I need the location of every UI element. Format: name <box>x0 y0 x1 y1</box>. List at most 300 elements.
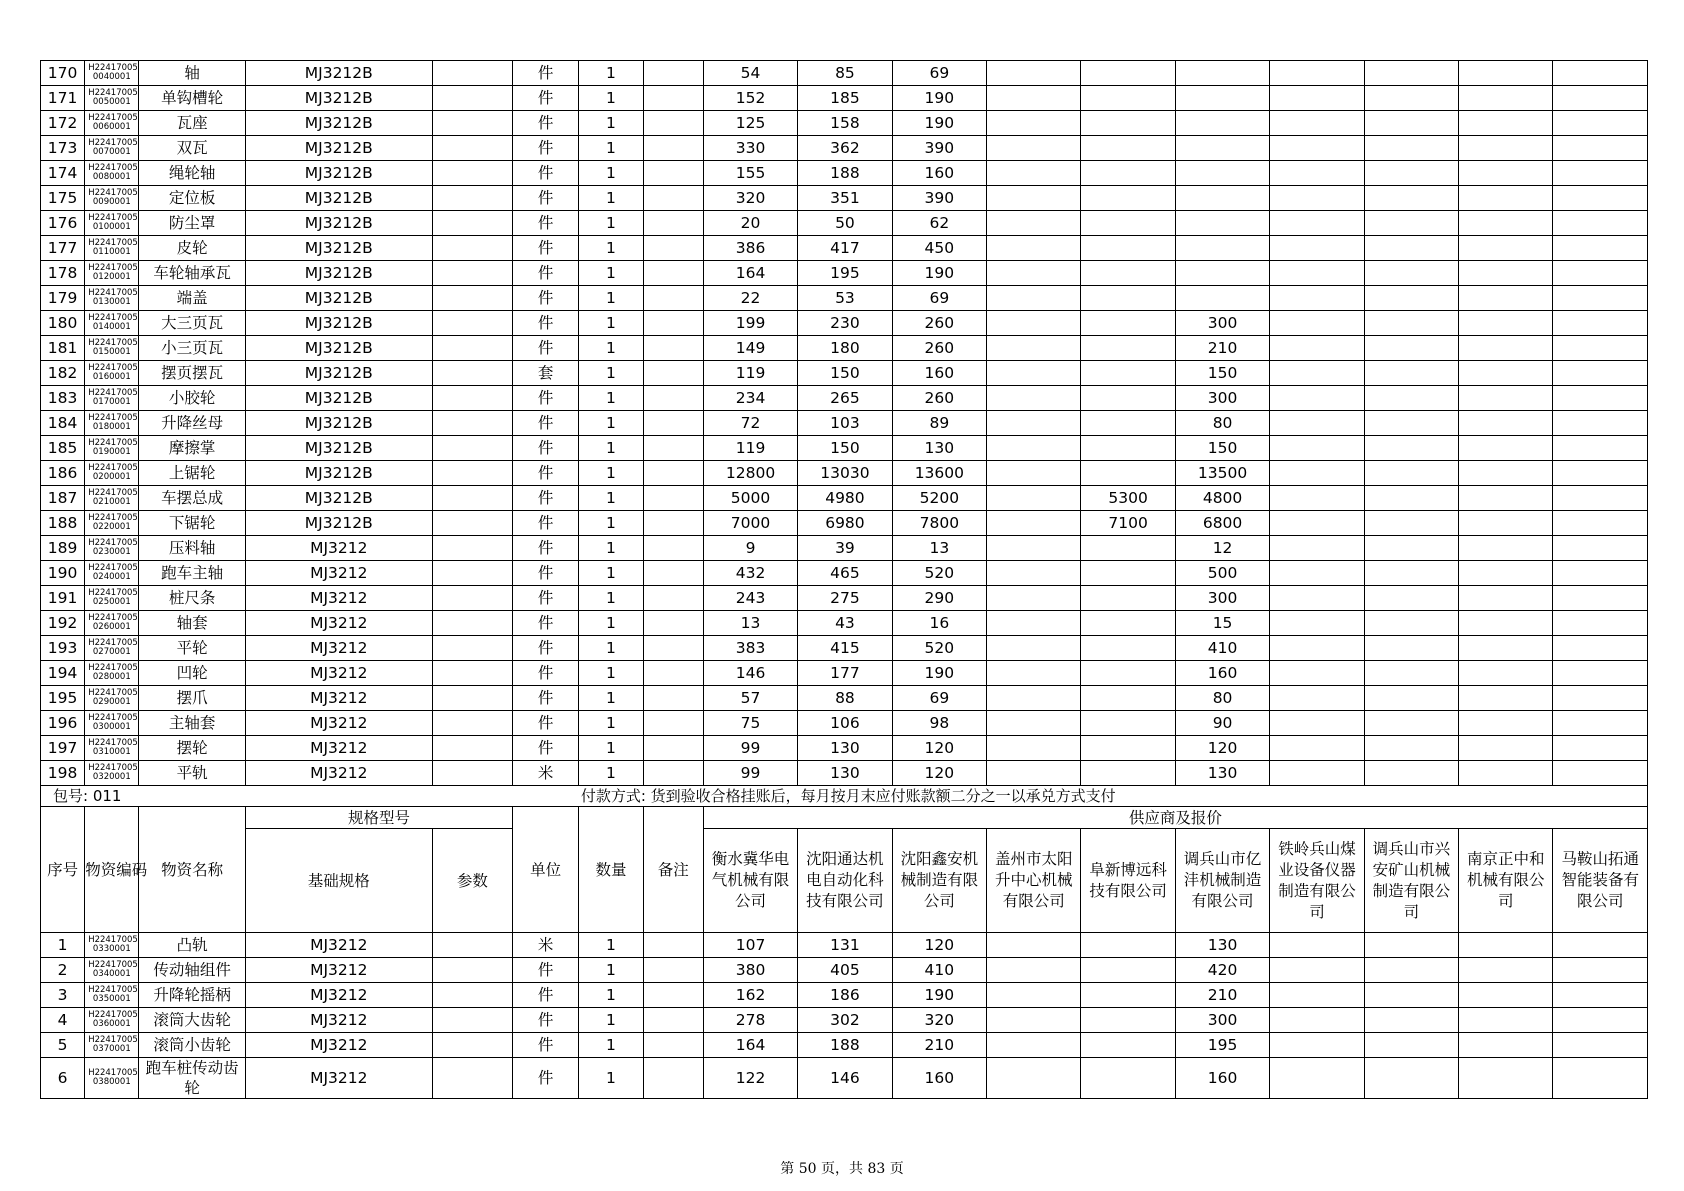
cell-qty: 1 <box>579 261 643 286</box>
cell-note <box>643 511 703 536</box>
cell-price: 80 <box>1175 411 1269 436</box>
cell-param <box>432 161 512 186</box>
cell-seq: 186 <box>41 461 85 486</box>
table-row <box>41 336 1648 361</box>
cell-price: 149 <box>703 336 797 361</box>
cell-price <box>1270 461 1364 486</box>
cell-price <box>1270 336 1364 361</box>
cell-name: 双瓦 <box>139 136 245 161</box>
cell-price <box>1364 736 1458 761</box>
cell-price <box>987 361 1081 386</box>
cell-price: 188 <box>798 161 892 186</box>
cell-unit: 件 <box>513 536 579 561</box>
cell-name: 瓦座 <box>139 111 245 136</box>
cell-unit: 件 <box>513 186 579 211</box>
cell-name: 车摆总成 <box>139 486 245 511</box>
cell-note <box>643 761 703 786</box>
code-line-1: H22417005 <box>88 1067 138 1078</box>
table-row <box>41 586 1648 611</box>
cell-price: 164 <box>703 1033 797 1058</box>
cell-price <box>987 111 1081 136</box>
table-row <box>41 61 1648 86</box>
cell-price <box>987 261 1081 286</box>
cell-price <box>1553 661 1648 686</box>
code-line-2: 0230001 <box>92 547 131 557</box>
cell-price: 160 <box>892 361 986 386</box>
cell-note <box>643 61 703 86</box>
cell-spec: MJ3212B <box>245 161 432 186</box>
cell-name: 上锯轮 <box>139 461 245 486</box>
cell-qty: 1 <box>579 436 643 461</box>
code-line-2: 0040001 <box>92 72 131 82</box>
cell-unit: 套 <box>513 361 579 386</box>
code-line-2: 0140001 <box>92 322 131 332</box>
cell-unit: 件 <box>513 486 579 511</box>
cell-price <box>987 311 1081 336</box>
code-line-1: H22417005 <box>88 1009 138 1020</box>
cell-spec: MJ3212B <box>245 286 432 311</box>
cell-price <box>1364 61 1458 86</box>
cell-price <box>987 933 1081 958</box>
cell-price: 351 <box>798 186 892 211</box>
code-line-2: 0370001 <box>92 1044 131 1054</box>
cell-name: 传动轴组件 <box>139 958 245 983</box>
cell-seq: 181 <box>41 336 85 361</box>
cell-price: 89 <box>892 411 986 436</box>
supplier-name: 调兵山市兴安矿山机械制造有限公司 <box>1364 829 1458 933</box>
cell-price: 130 <box>892 436 986 461</box>
code-line-2: 0120001 <box>92 272 131 282</box>
cell-seq: 170 <box>41 61 85 86</box>
cell-seq: 180 <box>41 311 85 336</box>
cell-price: 450 <box>892 236 986 261</box>
cell-code <box>85 161 139 186</box>
code-line-1: H22417005 <box>88 362 138 373</box>
cell-price <box>1270 761 1364 786</box>
cell-unit: 件 <box>513 736 579 761</box>
cell-price: 7100 <box>1081 511 1175 536</box>
table-row <box>41 511 1648 536</box>
header-unit: 单位 <box>513 807 579 933</box>
cell-name: 摆爪 <box>139 686 245 711</box>
table-row <box>41 1058 1648 1099</box>
cell-code <box>85 586 139 611</box>
cell-name: 桩尺条 <box>139 586 245 611</box>
table-row <box>41 686 1648 711</box>
code-line-1: H22417005 <box>88 312 138 323</box>
table-row <box>41 536 1648 561</box>
cell-price <box>1364 161 1458 186</box>
cell-price <box>1364 933 1458 958</box>
cell-price <box>1553 461 1648 486</box>
cell-unit: 件 <box>513 61 579 86</box>
cell-qty: 1 <box>579 111 643 136</box>
cell-seq: 175 <box>41 186 85 211</box>
code-line-1: H22417005 <box>88 562 138 573</box>
cell-name: 轴 <box>139 61 245 86</box>
cell-price: 103 <box>798 411 892 436</box>
cell-price <box>1553 436 1648 461</box>
cell-price <box>1553 61 1648 86</box>
cell-price <box>1364 536 1458 561</box>
cell-price <box>1553 561 1648 586</box>
cell-price <box>1459 186 1553 211</box>
cell-price <box>1270 686 1364 711</box>
cell-seq: 184 <box>41 411 85 436</box>
cell-qty: 1 <box>579 286 643 311</box>
cell-unit: 件 <box>513 686 579 711</box>
cell-price <box>1553 1058 1648 1099</box>
cell-price <box>1081 461 1175 486</box>
cell-price <box>1270 711 1364 736</box>
cell-price <box>1270 161 1364 186</box>
cell-param <box>432 586 512 611</box>
header-seq: 序号 <box>41 807 85 933</box>
code-line-2: 0270001 <box>92 647 131 657</box>
cell-price <box>1553 958 1648 983</box>
cell-name: 下锯轮 <box>139 511 245 536</box>
table-row <box>41 958 1648 983</box>
cell-price <box>987 61 1081 86</box>
cell-price <box>1459 136 1553 161</box>
cell-price <box>1459 536 1553 561</box>
cell-param <box>432 636 512 661</box>
cell-price <box>987 136 1081 161</box>
cell-price: 107 <box>703 933 797 958</box>
cell-price: 390 <box>892 136 986 161</box>
cell-spec: MJ3212B <box>245 311 432 336</box>
cell-code <box>85 561 139 586</box>
cell-price <box>1270 386 1364 411</box>
cell-price <box>987 958 1081 983</box>
cell-price <box>1081 536 1175 561</box>
cell-name: 平轮 <box>139 636 245 661</box>
cell-price: 260 <box>892 311 986 336</box>
package-label: 包号: 011 <box>41 786 139 807</box>
cell-price <box>1553 86 1648 111</box>
supplier-name: 衡水冀华电气机械有限公司 <box>703 829 797 933</box>
cell-qty: 1 <box>579 611 643 636</box>
cell-price <box>987 336 1081 361</box>
cell-price <box>1459 386 1553 411</box>
cell-price <box>1553 511 1648 536</box>
cell-price <box>987 1058 1081 1099</box>
code-line-1: H22417005 <box>88 437 138 448</box>
cell-unit: 件 <box>513 661 579 686</box>
cell-price <box>1081 436 1175 461</box>
code-line-1: H22417005 <box>88 537 138 548</box>
cell-note <box>643 536 703 561</box>
cell-param <box>432 336 512 361</box>
table-row <box>41 461 1648 486</box>
cell-param <box>432 761 512 786</box>
cell-code <box>85 486 139 511</box>
cell-price: 160 <box>1175 1058 1269 1099</box>
cell-price <box>1364 511 1458 536</box>
cell-price <box>1175 86 1269 111</box>
cell-spec: MJ3212 <box>245 736 432 761</box>
cell-price <box>1175 286 1269 311</box>
cell-price <box>1459 1008 1553 1033</box>
cell-price: 98 <box>892 711 986 736</box>
code-line-1: H22417005 <box>88 212 138 223</box>
cell-price <box>1270 261 1364 286</box>
cell-unit: 件 <box>513 286 579 311</box>
code-line-1: H22417005 <box>88 1034 138 1045</box>
cell-price: 146 <box>703 661 797 686</box>
table-row <box>41 611 1648 636</box>
cell-price <box>1553 761 1648 786</box>
cell-unit: 件 <box>513 411 579 436</box>
cell-price: 420 <box>1175 958 1269 983</box>
cell-price: 4980 <box>798 486 892 511</box>
supplier-name: 调兵山市亿沣机械制造有限公司 <box>1175 829 1269 933</box>
cell-price <box>1081 1033 1175 1058</box>
code-line-1: H22417005 <box>88 337 138 348</box>
table-body-package-011 <box>41 933 1648 1099</box>
cell-price <box>1364 111 1458 136</box>
cell-price <box>1081 111 1175 136</box>
cell-price: 120 <box>892 933 986 958</box>
cell-param <box>432 311 512 336</box>
code-line-1: H22417005 <box>88 587 138 598</box>
cell-note <box>643 686 703 711</box>
cell-price <box>1364 236 1458 261</box>
cell-qty: 1 <box>579 336 643 361</box>
cell-code <box>85 411 139 436</box>
cell-qty: 1 <box>579 561 643 586</box>
table-row <box>41 1033 1648 1058</box>
cell-price <box>1364 361 1458 386</box>
cell-name: 升降丝母 <box>139 411 245 436</box>
cell-note <box>643 1008 703 1033</box>
table-row <box>41 711 1648 736</box>
header-spec-group: 规格型号 <box>245 807 512 829</box>
cell-price <box>1553 111 1648 136</box>
cell-param <box>432 1033 512 1058</box>
cell-price <box>1081 561 1175 586</box>
cell-price <box>987 983 1081 1008</box>
cell-name: 绳轮轴 <box>139 161 245 186</box>
cell-spec: MJ3212 <box>245 933 432 958</box>
quote-table <box>40 60 1648 1099</box>
code-line-2: 0350001 <box>92 994 131 1004</box>
cell-price <box>1270 186 1364 211</box>
cell-price <box>1364 436 1458 461</box>
cell-price <box>1364 461 1458 486</box>
code-line-2: 0260001 <box>92 622 131 632</box>
cell-seq: 192 <box>41 611 85 636</box>
cell-note <box>643 1058 703 1099</box>
cell-price <box>987 186 1081 211</box>
cell-seq: 176 <box>41 211 85 236</box>
table-row <box>41 561 1648 586</box>
cell-price: 278 <box>703 1008 797 1033</box>
cell-price: 405 <box>798 958 892 983</box>
cell-spec: MJ3212B <box>245 511 432 536</box>
cell-qty: 1 <box>579 136 643 161</box>
cell-seq: 1 <box>41 933 85 958</box>
cell-price <box>1459 411 1553 436</box>
cell-price: 5200 <box>892 486 986 511</box>
cell-seq: 2 <box>41 958 85 983</box>
cell-seq: 5 <box>41 1033 85 1058</box>
cell-param <box>432 61 512 86</box>
cell-price <box>1364 486 1458 511</box>
cell-qty: 1 <box>579 511 643 536</box>
cell-spec: MJ3212 <box>245 636 432 661</box>
cell-price <box>987 1033 1081 1058</box>
cell-price: 13600 <box>892 461 986 486</box>
code-line-1: H22417005 <box>88 62 138 73</box>
cell-price: 12800 <box>703 461 797 486</box>
payment-terms: 付款方式: 货到验收合格挂账后，每月按月末应付账款额二分之一以承兑方式支付 <box>579 786 1648 807</box>
code-line-2: 0100001 <box>92 222 131 232</box>
cell-name: 防尘罩 <box>139 211 245 236</box>
cell-price: 465 <box>798 561 892 586</box>
cell-unit: 件 <box>513 261 579 286</box>
cell-price: 13500 <box>1175 461 1269 486</box>
cell-price <box>1270 436 1364 461</box>
cell-price <box>1081 61 1175 86</box>
cell-param <box>432 411 512 436</box>
cell-price <box>1081 161 1175 186</box>
table-row <box>41 761 1648 786</box>
table-row <box>41 161 1648 186</box>
cell-unit: 件 <box>513 1033 579 1058</box>
cell-unit: 件 <box>513 636 579 661</box>
cell-code <box>85 111 139 136</box>
cell-price <box>1553 1008 1648 1033</box>
cell-qty: 1 <box>579 636 643 661</box>
cell-param <box>432 1008 512 1033</box>
cell-name: 摆轮 <box>139 736 245 761</box>
cell-price: 300 <box>1175 1008 1269 1033</box>
code-line-2: 0340001 <box>92 969 131 979</box>
code-line-1: H22417005 <box>88 137 138 148</box>
cell-param <box>432 461 512 486</box>
table-row <box>41 661 1648 686</box>
cell-price <box>1081 1008 1175 1033</box>
cell-price <box>1459 1033 1553 1058</box>
cell-param <box>432 958 512 983</box>
cell-price <box>1081 211 1175 236</box>
cell-price <box>987 661 1081 686</box>
cell-price <box>1364 661 1458 686</box>
cell-note <box>643 983 703 1008</box>
cell-price: 275 <box>798 586 892 611</box>
cell-price: 195 <box>798 261 892 286</box>
cell-price <box>1270 1058 1364 1099</box>
cell-price <box>1270 933 1364 958</box>
cell-spec: MJ3212B <box>245 236 432 261</box>
cell-seq: 195 <box>41 686 85 711</box>
cell-price <box>987 486 1081 511</box>
cell-price: 106 <box>798 711 892 736</box>
cell-price: 85 <box>798 61 892 86</box>
cell-price: 22 <box>703 286 797 311</box>
cell-price: 190 <box>892 661 986 686</box>
cell-spec: MJ3212 <box>245 761 432 786</box>
cell-param <box>432 486 512 511</box>
cell-price: 362 <box>798 136 892 161</box>
cell-price: 4800 <box>1175 486 1269 511</box>
cell-price <box>1459 636 1553 661</box>
code-line-2: 0240001 <box>92 572 131 582</box>
cell-price: 199 <box>703 311 797 336</box>
package-row <box>41 786 1648 807</box>
cell-price: 290 <box>892 586 986 611</box>
cell-spec: MJ3212B <box>245 211 432 236</box>
cell-code <box>85 686 139 711</box>
cell-seq: 190 <box>41 561 85 586</box>
cell-param <box>432 1058 512 1099</box>
cell-price <box>987 761 1081 786</box>
cell-param <box>432 686 512 711</box>
cell-price: 210 <box>892 1033 986 1058</box>
cell-unit: 米 <box>513 933 579 958</box>
cell-param <box>432 236 512 261</box>
cell-code <box>85 611 139 636</box>
cell-price <box>1459 111 1553 136</box>
cell-code <box>85 711 139 736</box>
table-row <box>41 86 1648 111</box>
cell-price: 69 <box>892 686 986 711</box>
cell-spec: MJ3212 <box>245 983 432 1008</box>
cell-unit: 件 <box>513 561 579 586</box>
table-row <box>41 111 1648 136</box>
cell-price: 99 <box>703 736 797 761</box>
cell-note <box>643 161 703 186</box>
code-line-1: H22417005 <box>88 737 138 748</box>
cell-note <box>643 136 703 161</box>
cell-price <box>1081 736 1175 761</box>
cell-note <box>643 386 703 411</box>
cell-name: 凹轮 <box>139 661 245 686</box>
cell-price <box>987 686 1081 711</box>
table-row <box>41 736 1648 761</box>
header-qty: 数量 <box>579 807 643 933</box>
cell-price: 390 <box>892 186 986 211</box>
cell-price <box>987 536 1081 561</box>
cell-price: 160 <box>892 161 986 186</box>
cell-price: 177 <box>798 661 892 686</box>
cell-price <box>1459 361 1553 386</box>
cell-unit: 件 <box>513 86 579 111</box>
cell-seq: 172 <box>41 111 85 136</box>
cell-spec: MJ3212 <box>245 661 432 686</box>
cell-price <box>1364 1058 1458 1099</box>
code-line-1: H22417005 <box>88 287 138 298</box>
header-spec: 基础规格 <box>245 829 432 933</box>
cell-price: 152 <box>703 86 797 111</box>
cell-price <box>1553 211 1648 236</box>
cell-price <box>1081 761 1175 786</box>
cell-price: 120 <box>892 761 986 786</box>
code-line-2: 0320001 <box>92 772 131 782</box>
supplier-name: 铁岭兵山煤业设备仪器制造有限公司 <box>1270 829 1364 933</box>
header-param: 参数 <box>432 829 512 933</box>
cell-price: 150 <box>1175 436 1269 461</box>
cell-price: 130 <box>1175 761 1269 786</box>
code-line-2: 0280001 <box>92 672 131 682</box>
cell-price: 53 <box>798 286 892 311</box>
cell-price: 410 <box>892 958 986 983</box>
cell-price <box>1081 1058 1175 1099</box>
cell-price <box>1553 186 1648 211</box>
cell-price: 5000 <box>703 486 797 511</box>
cell-price: 119 <box>703 361 797 386</box>
